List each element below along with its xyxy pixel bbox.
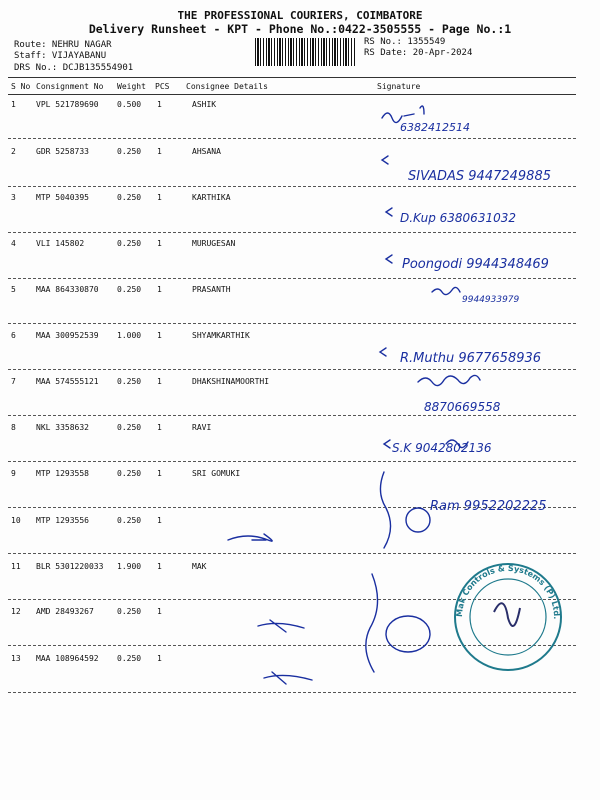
row-pcs: 1 <box>157 331 162 340</box>
row-pcs: 1 <box>157 147 162 156</box>
row-consignee: ASHIK <box>192 100 217 109</box>
row-divider <box>8 507 576 508</box>
circled-2 <box>406 508 430 532</box>
ink-tick-8 <box>384 440 390 448</box>
row-divider <box>8 186 576 187</box>
col-header-pcs: PCS <box>155 82 170 91</box>
ink-tick-4 <box>386 255 392 263</box>
row-pcs: 1 <box>157 607 162 616</box>
row-sno: 12 <box>11 607 21 616</box>
col-header-consignee: Consignee Details <box>186 82 268 91</box>
row-weight: 0.250 <box>117 607 142 616</box>
row-weight: 0.250 <box>117 239 142 248</box>
ink-tick-6 <box>380 348 386 356</box>
row-divider <box>8 278 576 279</box>
dash-mark-13 <box>264 672 312 684</box>
row-weight: 0.250 <box>117 423 142 432</box>
row-pcs: 1 <box>157 239 162 248</box>
row-consignment: MAA 574555121 <box>36 377 99 386</box>
row-weight: 0.500 <box>117 100 142 109</box>
barcode-image <box>255 38 355 66</box>
row-consignment: MTP 1293558 <box>36 469 89 478</box>
signature-text-3: D.Kup 6380631032 <box>400 211 516 225</box>
row-consignee: AHSANA <box>192 147 221 156</box>
row-sno: 11 <box>11 562 21 571</box>
bracket-11-13 <box>366 574 378 672</box>
row-sno: 9 <box>11 469 16 478</box>
row-weight: 0.250 <box>117 377 142 386</box>
row-pcs: 1 <box>157 285 162 294</box>
row-consignment: AMD 28493267 <box>36 607 94 616</box>
signature-scribble-1 <box>382 106 424 123</box>
header-bottom-rule <box>8 94 576 95</box>
row-divider <box>8 232 576 233</box>
row-consignee: RAVI <box>192 423 212 432</box>
company-stamp <box>455 564 561 670</box>
dash-mark-12 <box>258 620 304 632</box>
signature-text-4: Poongodi 9944348469 <box>402 257 549 272</box>
svg-text:Mak Controls & Systems (P) Ltd <box>455 564 561 619</box>
row-weight: 0.250 <box>117 469 142 478</box>
row-divider <box>8 369 576 370</box>
row-weight: 0.250 <box>117 654 142 663</box>
row-sno: 10 <box>11 516 21 525</box>
row-divider <box>8 553 576 554</box>
col-header-signature: Signature <box>377 82 421 91</box>
header-top-rule <box>8 77 576 78</box>
row-pcs: 1 <box>157 469 162 478</box>
col-header-sno: S No <box>11 82 31 91</box>
row-consignee: SHYAMKARTHIK <box>192 331 250 340</box>
col-header-consignment: Consignment No <box>36 82 104 91</box>
row-pcs: 1 <box>157 423 162 432</box>
row-pcs: 1 <box>157 562 162 571</box>
row-consignment: NKL 3358632 <box>36 423 89 432</box>
row-divider <box>8 692 576 693</box>
row-consignment: MAA 300952539 <box>36 331 99 340</box>
row-divider <box>8 461 576 462</box>
row-pcs: 1 <box>157 377 162 386</box>
signature-tamil-5 <box>432 287 460 294</box>
row-weight: 1.000 <box>117 331 142 340</box>
row-sno: 7 <box>11 377 16 386</box>
row-sno: 6 <box>11 331 16 340</box>
row-sno: 2 <box>11 147 16 156</box>
row-pcs: 1 <box>157 193 162 202</box>
signature-text-8: S.K 9042802136 <box>392 441 492 455</box>
runsheet-title: Delivery Runsheet - KPT - Phone No.:0422-3505555 - Page No.:1 <box>88 22 512 36</box>
row-consignment: VPL 521789690 <box>36 100 99 109</box>
signature-text-5: 9944933979 <box>462 295 520 305</box>
row-sno: 13 <box>11 654 21 663</box>
bracket-9-10 <box>380 472 390 548</box>
stamp-text: Mak Controls & Systems (P) Ltd. <box>454 563 562 620</box>
signature-text-7: 8870669558 <box>424 400 501 414</box>
row-consignment: MTP 1293556 <box>36 516 89 525</box>
row-weight: 1.900 <box>117 562 142 571</box>
route-label: Route: NEHRU NAGAR <box>14 40 112 50</box>
row-divider <box>8 323 576 324</box>
row-consignee: PRASANTH <box>192 285 231 294</box>
row-divider <box>8 599 576 600</box>
row-weight: 0.250 <box>117 147 142 156</box>
row-consignment: MAA 864330870 <box>36 285 99 294</box>
row-sno: 5 <box>11 285 16 294</box>
signature-tamil-7 <box>418 375 480 385</box>
dash-mark-10 <box>228 534 272 541</box>
rs-date: RS Date: 20-Apr-2024 <box>364 48 473 58</box>
row-consignment: MTP 5040395 <box>36 193 89 202</box>
row-consignee: SRI GOMUKI <box>192 469 241 478</box>
signature-tamil-8 <box>446 440 468 448</box>
ink-tick-3 <box>386 208 392 216</box>
row-consignment: BLR 5301220033 <box>36 562 104 571</box>
row-sno: 3 <box>11 193 16 202</box>
row-pcs: 1 <box>157 100 162 109</box>
row-divider <box>8 415 576 416</box>
company-name: THE PROFESSIONAL COURIERS, COIMBATORE <box>177 9 423 22</box>
row-pcs: 1 <box>157 654 162 663</box>
row-consignment: GDR 5258733 <box>36 147 89 156</box>
rs-number: RS No.: 1355549 <box>364 37 446 47</box>
staff-label: Staff: VIJAYABANU <box>14 51 107 61</box>
row-consignee: MAK <box>192 562 207 571</box>
row-sno: 8 <box>11 423 16 432</box>
row-sno: 4 <box>11 239 16 248</box>
row-consignee: MURUGESAN <box>192 239 236 248</box>
drs-number: DRS No.: DCJB135554901 <box>14 63 134 73</box>
col-header-weight: Weight <box>117 82 146 91</box>
row-consignment: MAA 108964592 <box>36 654 99 663</box>
row-divider <box>8 138 576 139</box>
row-pcs: 1 <box>157 516 162 525</box>
row-divider <box>8 645 576 646</box>
row-sno: 1 <box>11 100 16 109</box>
row-weight: 0.250 <box>117 193 142 202</box>
signature-text-2: SIVADAS 9447249885 <box>408 169 551 184</box>
signature-text-6: R.Muthu 9677658936 <box>400 351 542 366</box>
row-consignee: KARTHIKA <box>192 193 231 202</box>
row-weight: 0.250 <box>117 516 142 525</box>
row-weight: 0.250 <box>117 285 142 294</box>
ink-tick-2 <box>382 156 388 164</box>
signature-text-1: 6382412514 <box>400 121 470 134</box>
row-consignment: VLI 145802 <box>36 239 85 248</box>
signature-text-9: Ram 9952202225 <box>430 499 547 514</box>
row-consignee: DHAKSHINAMOORTHI <box>192 377 270 386</box>
circled-3 <box>386 616 430 652</box>
